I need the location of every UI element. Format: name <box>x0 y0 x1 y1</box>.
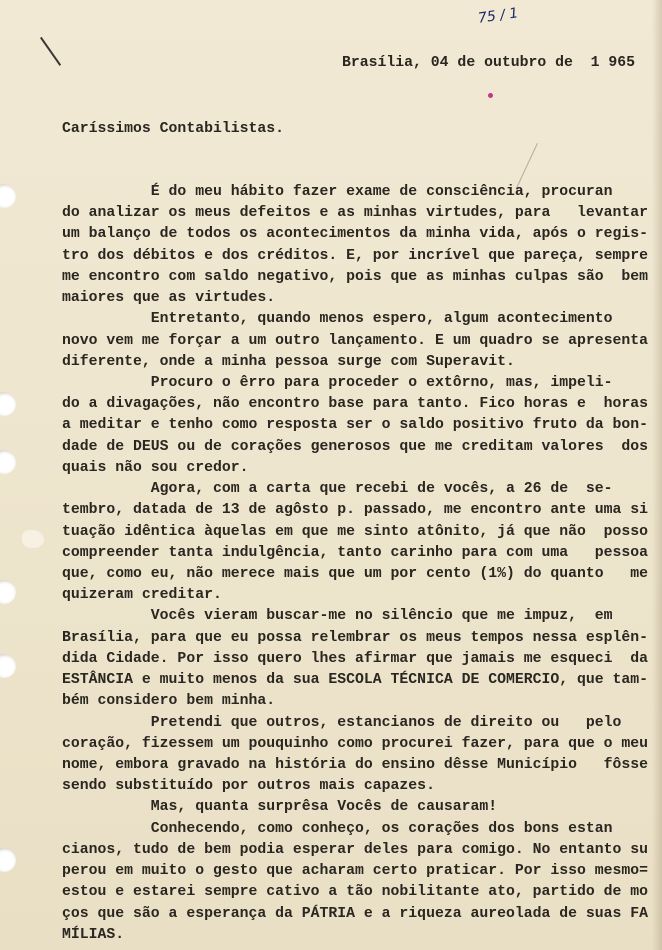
dateline: Brasília, 04 de outubro de 1 965 <box>342 55 636 71</box>
paper-tear-mark <box>22 530 44 548</box>
body-line: Mas, quanta surprêsa Vocês de causaram! <box>62 799 498 816</box>
body-line: que, como eu, não merece mais que um por cento (1%) do quanto me <box>62 566 649 582</box>
salutation: Caríssimos Contabilistas. <box>62 121 284 137</box>
handwritten-annotation: 75 / 1 <box>477 5 520 27</box>
body-line: coração, fizessem um pouquinho como procurei fazer, para que o meu <box>62 735 649 752</box>
body-line: maiores que as virtudes. <box>62 290 276 307</box>
punch-hole <box>0 654 16 678</box>
body-line: novo vem me forçar a um outro lançamento. E um quadro se apresenta <box>62 332 649 349</box>
body-line: do analizar os meus defeitos e as minhas virtudes, para levantar <box>62 205 649 222</box>
body-line: bém considero bem minha. <box>62 693 276 710</box>
body-line: me encontro com saldo negativo, pois que as minhas culpas são bem <box>62 268 649 285</box>
body-line: tembro, datada de 13 de agôsto p. passado, me encontro ante uma si <box>62 502 649 519</box>
body-line: compreender tanta indulgência, tanto carinho para com uma pessoa <box>62 544 649 561</box>
body-line: MÍLIAS. <box>62 926 125 943</box>
body-line: tro dos débitos e dos créditos. E, por incrível que pareça, sempre <box>62 247 649 264</box>
ink-dot <box>488 93 493 98</box>
punch-hole <box>0 392 16 416</box>
body-line: Entretanto, quando menos espero, algum acontecimento <box>62 311 613 328</box>
punch-hole <box>0 580 16 604</box>
body-line: ços que são a esperança da PÁTRIA e a riqueza aureolada de suas FA <box>62 905 649 922</box>
body-line: ESTÂNCIA e muito menos da sua ESCOLA TÉCNICA DE COMERCIO, que tam- <box>62 672 649 689</box>
body-line: perou em muito o gesto que acharam certo praticar. Por isso mesmo= <box>62 863 649 880</box>
body-line: Agora, com a carta que recebi de vocês, a 26 de se- <box>62 481 613 498</box>
body-line: Conhecendo, como conheço, os corações dos bons estan <box>62 820 613 837</box>
body-line: nome, embora gravado na história do ensino dêsse Município fôsse <box>62 757 649 773</box>
body-line: Brasília, para que eu possa relembrar os meus tempos nessa esplên- <box>62 629 649 646</box>
punch-hole <box>0 184 16 208</box>
body-line: É do meu hábito fazer exame de consciência, procuran <box>62 184 613 200</box>
body-line: dida Cidade. Por isso quero lhes afirmar que jamais me esqueci da <box>62 650 649 667</box>
body-line: dade de DEUS ou de corações generosos que me creditam valores dos <box>62 438 649 455</box>
body-line: quizeram creditar. <box>62 587 222 604</box>
body-line: a meditar e tenho como resposta ser o saldo positivo fruto da bon- <box>62 417 649 434</box>
body-line: um balanço de todos os acontecimentos da minha vida, após o regis- <box>62 226 649 243</box>
body-line: do a divagações, não encontro base para tanto. Fico horas e horas <box>62 396 649 413</box>
body-line: Pretendi que outros, estancianos de direito ou pelo <box>62 714 622 731</box>
body-line: cianos, tudo de bem podia esperar deles para comigo. No entanto su <box>62 841 649 858</box>
body-line: tuação idêntica àquelas em que me sinto atônito, já que não posso <box>62 523 649 540</box>
body-line: quais não sou credor. <box>62 459 249 476</box>
body-line: Procuro o êrro para proceder o extôrno, mas, impeli- <box>62 375 613 391</box>
body-line: estou e estarei sempre cativo a tão nobilitante ato, partido de mo <box>62 884 649 901</box>
pencil-mark <box>40 37 61 66</box>
punch-hole <box>0 450 16 474</box>
body-line: Vocês vieram buscar-me no silêncio que me impuz, em <box>62 608 613 625</box>
body-line: sendo substituído por outros mais capazes. <box>62 778 435 795</box>
body-line: diferente, onde a minha pessoa surge com Superavit. <box>62 353 515 370</box>
punch-hole <box>0 848 16 872</box>
